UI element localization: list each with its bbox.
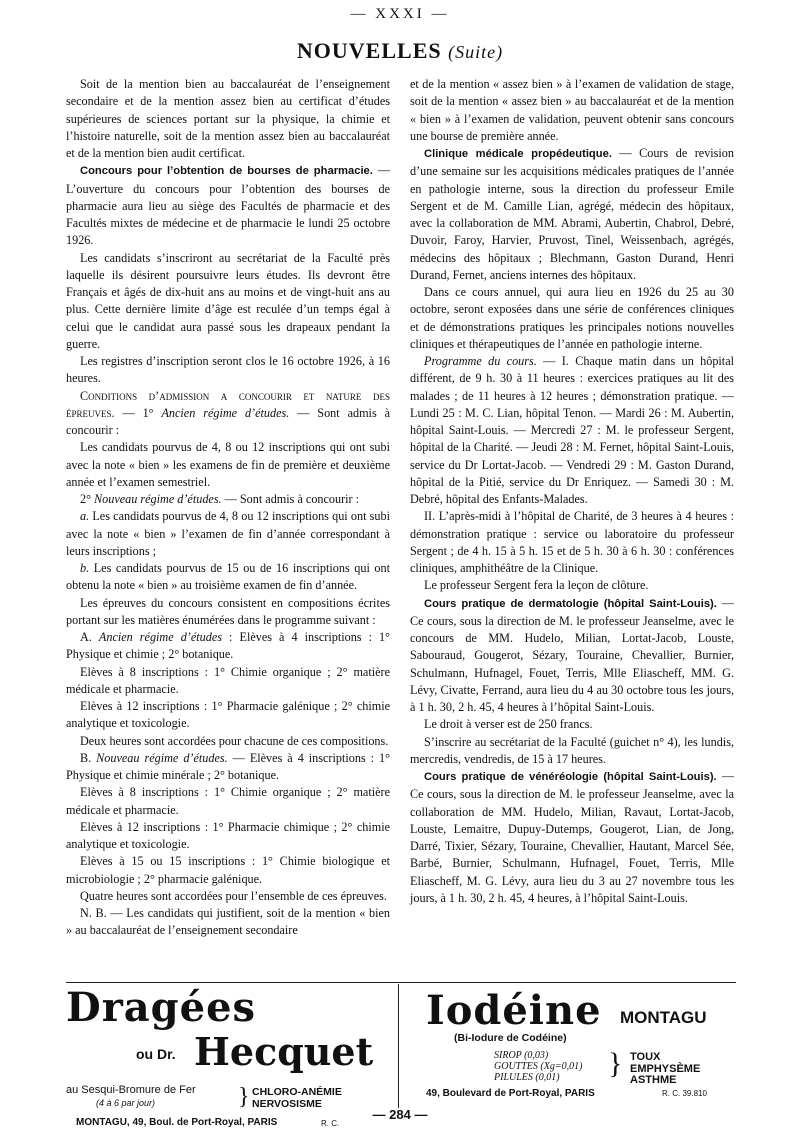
advert-indications: CHLORO-ANÉMIE NERVOSISME xyxy=(252,1086,342,1110)
advert-name-row xyxy=(66,1030,386,1074)
advert-dose: (4 à 6 par jour) xyxy=(96,1098,156,1108)
advert-subtitle: (Bi-Iodure de Codéine) xyxy=(454,1032,567,1044)
advert-rc: R. C. 39.810 xyxy=(662,1089,707,1098)
left-column xyxy=(66,76,390,940)
brace-icon: } xyxy=(238,1084,250,1110)
advert-maker: MONTAGU xyxy=(620,1008,707,1027)
advert-divider xyxy=(398,984,399,1108)
paragraph: Elèves à 8 inscriptions : 1° Chimie organique ; 2° matière médicale et pharmacie. xyxy=(66,664,390,696)
paragraph: Elèves à 12 inscriptions : 1° Pharmacie chimique ; 2° chimie analytique et toxicologie. xyxy=(66,819,390,851)
paragraph: Deux heures sont accordées pour chacune de ces compositions. xyxy=(80,733,389,748)
advert-brand: Iodéine xyxy=(426,987,602,1034)
italic-text: a. xyxy=(80,509,90,524)
paragraph: N. B. — Les candidats qui justifient, soit de la mention « bien » au baccalauréat de l’enseignement secondaire xyxy=(66,906,390,938)
paragraph: Le professeur Sergent fera la leçon de clôture. xyxy=(424,578,649,593)
subheading: Clinique médicale propédeutique. xyxy=(424,148,612,160)
paragraph-text: — Elèves à 4 inscriptions : 1° Physique et chimie minérale ; 2° botanique. xyxy=(66,750,390,782)
italic-text: Ancien régime d’études. xyxy=(161,405,290,420)
paragraph: Le droit à verser est de 250 francs. xyxy=(424,717,593,732)
roman-page-number: — XXXI — xyxy=(350,6,450,22)
advert-ou-dr: ou Dr. xyxy=(136,1046,176,1062)
paragraph xyxy=(410,768,734,907)
paragraph: et de la mention « assez bien » à l’examen de validation de stage, soit de la mention « assez bien » au baccalauréat et de la mention « bien » à l’examen de validation, peuvent obtenir sans concours une bourse de première année. xyxy=(410,77,734,143)
paragraph: II. L’après-midi à l’hôpital de Charité, de 3 heures à 4 heures : démonstration pratique : service ou laboratoire du professeur Sergent ; de 4 h. 15 à 5 h. 15 et de 5 h. 30 à 6 h. 30 : conférences cliniques, amphithéâtre de la Clinique. xyxy=(410,509,734,575)
paragraph-text: 2° xyxy=(80,492,95,506)
paragraph xyxy=(410,145,734,284)
paragraph: Soit de la mention bien au baccalauréat de l’enseignement secondaire et de la mention assez bien au certificat d’études supérieures de sciences portant sur la physique, la chimie et l’histoire naturelle, soit de la mention assez bien au baccalauréat et de la mention bien audit certificat. xyxy=(66,77,390,160)
paragraph-text: — Ce cours, sous la direction de M. le professeur Jeanselme, avec la collaboration de MM. Hudelo, Milian, Ravaut, Lortat-Jacob, Louste, Lemaitre, Dupuy-Dutemps, Gougerot, Lian, de Jong, Darré, Tixier, Sézary, Touraine, Chevallier, Hautant, Marcel Sée, Barbé, Burnier, Schulmann, Hufnagel, Fouet, Terris, Mlle Eliascheff, M. G. Lévy, aura lieu du 3 au 27 novembre tous les jours, à 1 h. 30, 2 h. 45, 4 heures, à l’hôpital Saint-Louis. xyxy=(410,769,734,905)
italic-text: Nouveau régime d’études. xyxy=(94,492,222,506)
advert-product: au Sesqui-Bromure de Fer xyxy=(66,1084,196,1096)
page-number: — 284 — xyxy=(372,1107,428,1122)
paragraph xyxy=(66,560,390,595)
advert-address: MONTAGU, 49, Boul. de Port-Royal, PARIS xyxy=(76,1117,278,1128)
paragraph xyxy=(410,353,734,508)
paragraph xyxy=(410,595,734,717)
advert-rc: R. C. xyxy=(321,1119,340,1128)
italic-text: Ancien régime d’études xyxy=(98,630,222,644)
paragraph: Elèves à 12 inscriptions : 1° Pharmacie galénique ; 2° chimie analytique et toxicologie. xyxy=(66,699,390,731)
section-heading xyxy=(0,38,800,64)
paragraph-text: A. xyxy=(80,630,99,644)
paragraph-text: — Ce cours, sous la direction de M. le professeur Jeanselme, avec le concours de MM. Hudelo, Milian, Lortat-Jacob, Louste, Sabouraud, Gougerot, Sézary, Touraine, Chevallier, Burnier, Schulmann, Hufnagel, Fouet, Terris, Mlle Eliascheff, MM. G. Lévy, Civatte, Ferrand, aura lieu du 4 au 30 octobre tous les jours, à 1 h. 30, 2 h. 45, 4 heures à l’hôpital Saint-Louis. xyxy=(410,595,734,714)
advert-top-rule xyxy=(66,982,736,983)
advert-forms: SIROP (0,03) GOUTTES (Xg=0,01) PILULES (0,01) xyxy=(494,1050,583,1083)
paragraph-text: — 1° xyxy=(114,405,162,420)
paragraph: Elèves à 15 ou 15 inscriptions : 1° Chimie biologique et microbiologie ; 2° pharmacie galénique. xyxy=(66,854,390,886)
paragraph xyxy=(66,388,390,440)
brace-icon: } xyxy=(608,1047,623,1080)
paragraph-text: Les candidats pourvus de 4, 8 ou 12 inscriptions qui ont subi avec la note « bien » l’examen de fin d’année correspondant à leurs inscriptions ; xyxy=(66,509,390,558)
paragraph-text: — Sont admis à concourir : xyxy=(66,405,391,437)
paragraph xyxy=(66,750,390,785)
paragraph: Les épreuves du concours consistent en compositions écrites portant sur les matières énumérées dans le programme suivant : xyxy=(66,595,390,627)
advert-name: Hecquet xyxy=(194,1029,374,1074)
heading-suffix: (Suite) xyxy=(448,42,504,62)
advert-dragees-hecquet xyxy=(66,984,386,1128)
paragraph-text: : Elèves à 4 inscriptions : 1° Physique et chimie ; 2° botanique. xyxy=(66,630,390,662)
paragraph xyxy=(66,508,390,560)
paragraph xyxy=(66,491,390,508)
advert-brand: Dragées xyxy=(66,984,257,1031)
paragraph-text: — L’ouverture du concours pour l’obtention des bourses de pharmacie aura lieu au siège des Facultés de pharmacie et des Facultés mixtes de médecine et de pharmacie le lundi 25 octobre 1926. xyxy=(66,163,391,248)
paragraph: Elèves à 8 inscriptions : 1° Chimie organique ; 2° matière médicale et pharmacie. xyxy=(66,785,390,817)
paragraph-text: — Cours de revision d’une semaine sur les acquisitions médicales pratiques de l’année en pathologie interne, sous la direction du professeur Emile Sergent et de M. Camille Lian, agrégé, médecin des hôpitaux, avec la collaboration de MM. Abrami, Aubertin, Chabrol, Debré, Duvoir, Faroy, Harvier, Pruvost, Tinel, Weissenbach, agrégés, médecins des hôpitaux ; Blechmann, Gaston Durand, Henri Durand, Fernet, anciens internes des hôpitaux. xyxy=(410,146,734,282)
right-column xyxy=(410,76,734,907)
paragraph-text: Les candidats pourvus de 15 ou de 16 inscriptions qui ont obtenu la note « bien » au troisième examen de fin d’année. xyxy=(66,561,390,593)
paragraph: Quatre heures sont accordées pour l’ensemble de ces épreuves. xyxy=(80,888,387,903)
subheading: Cours pratique de dermatologie (hôpital Saint-Louis). xyxy=(424,597,717,610)
paragraph xyxy=(66,162,390,249)
paragraph: Les candidats pourvus de 4, 8 ou 12 inscriptions qui ont subi avec la note « bien » les examens de fin de première et deuxième année et l’examen semestriel. xyxy=(66,440,390,489)
italic-text: Programme du cours. xyxy=(424,354,537,368)
subheading: Conditions d’admission a concourir et nature des épreuves. xyxy=(66,388,390,420)
advert-address: 49, Boulevard de Port-Royal, PARIS xyxy=(426,1088,595,1099)
subheading: Concours pour l’obtention de bourses de pharmacie. xyxy=(80,165,373,178)
paragraph: S’inscrire au secrétariat de la Faculté (guichet n° 4), les lundis, mercredis, vendredis, de 15 à 17 heures. xyxy=(410,734,734,766)
italic-text: b. xyxy=(80,561,90,575)
paragraph xyxy=(66,629,390,664)
italic-text: Nouveau régime d’études. xyxy=(96,750,228,765)
heading-title: NOUVELLES xyxy=(296,38,442,63)
subheading: Cours pratique de vénéréologie (hôpital Saint-Louis). xyxy=(424,771,717,783)
paragraph-text: — Sont admis à concourir : xyxy=(221,492,360,506)
paragraph-text: B. xyxy=(80,750,97,765)
paragraph: Les candidats s’inscriront au secrétariat de la Faculté près laquelle ils désirent poursuivre leurs études. Ils devront être Français et âgés de dix-huit ans au moins et de vingt-huit ans au plus. Cette dernière limite d’âge est reculée d’un temps égal à celui que le candidat aura passé sous les drapeaux pendant la guerre. xyxy=(66,250,390,351)
paragraph: Les registres d’inscription seront clos le 16 octobre 1926, à 16 heures. xyxy=(66,354,390,386)
advert-indications: TOUX EMPHYSÈME ASTHME xyxy=(630,1051,701,1086)
paragraph-text: — I. Chaque matin dans un hôpital différent, de 9 h. 30 à 11 heures : exercices pratiques au lit des malades ; de 11 heures à 12 heures ; démonstration pratique. — Lundi 25 : M. C. Lian, hôpital Tenon. — Mardi 26 : M. Aubertin, hôpital Saint-Louis. — Mercredi 27 : M. le professeur Sergent, hôpital de la Charité. — Jeudi 28 : M. Fernet, hôpital Saint-Louis, service du Dr Lortat-Jacob. — Vendredi 29 : M. Gaston Durand, hôpital de la Pitié, service du Dr Enriquez. — Samedi 30 : M. Debré, hôpital des Enfants-Malades. xyxy=(410,354,734,506)
paragraph: Dans ce cours annuel, qui aura lieu en 1926 du 25 au 30 octobre, seront exposées dans une série de conférences cliniques et de démonstrations pratiques les principales notions nouvelles cliniques et thérapeutiques de l’année en pathologie interne. xyxy=(410,285,734,351)
